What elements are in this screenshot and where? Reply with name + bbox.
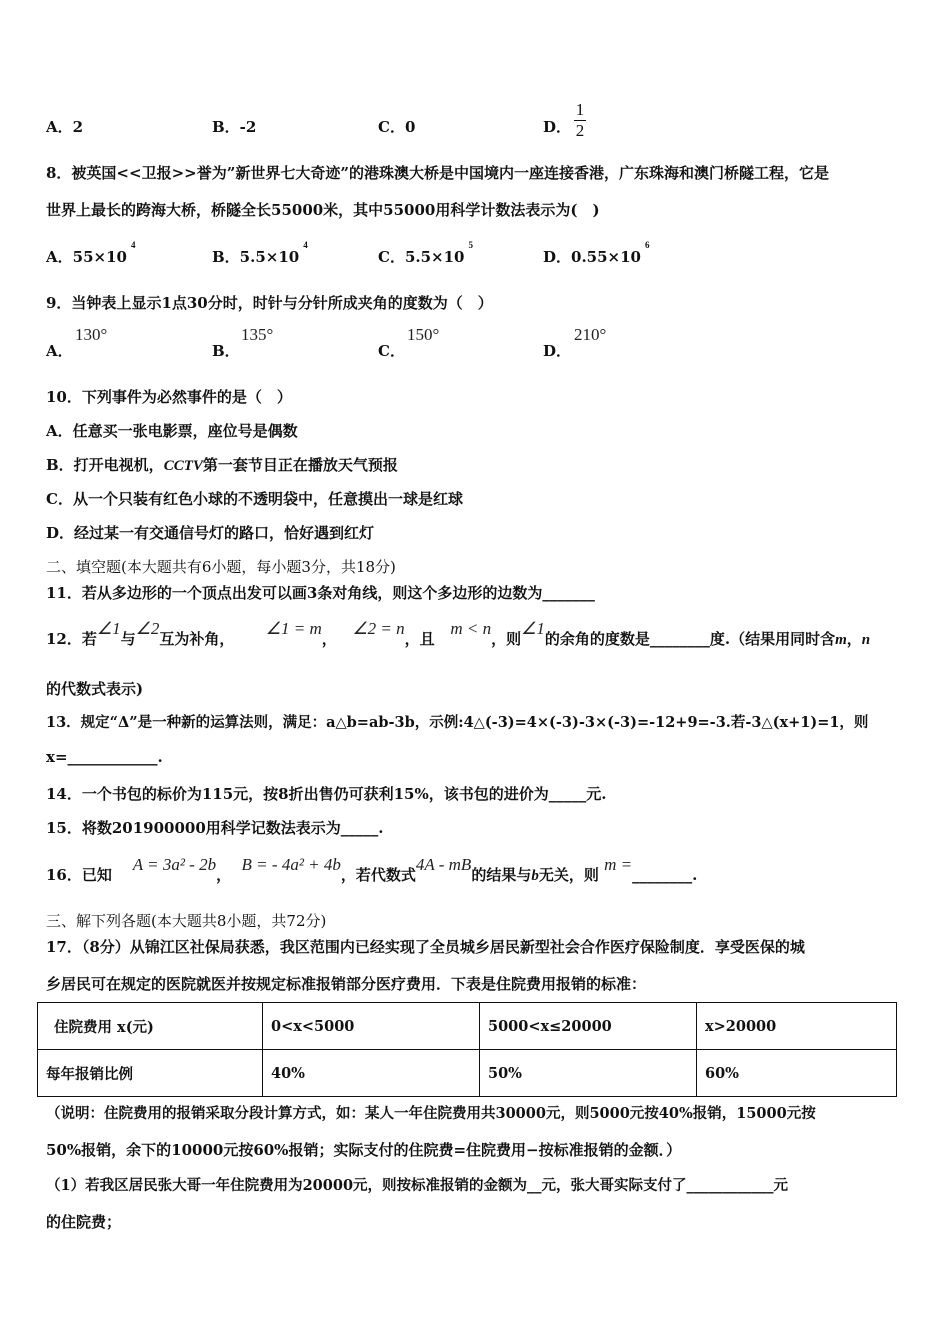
q9-option-c-letter: C． xyxy=(378,342,405,360)
table-cell: 40% xyxy=(263,1050,480,1097)
q7-fraction-denominator: 2 xyxy=(575,121,585,140)
q13-line1: 13．规定“Δ”是一种新的运算法则，满足：a△b=ab-3b，示例:4△(-3)=4×(-3)-3×(-3)=-12+9=-3.若-3△(x+1)=1，则 xyxy=(46,714,869,731)
q17-note-line1: （说明：住院费用的报销采取分段计算方式，如：某人一年住院费用共30000元，则5000元按40%报销，15000元按 xyxy=(46,1105,816,1122)
table-cell: 住院费用 x(元) xyxy=(38,1003,263,1050)
q11: 11．若从多边形的一个顶点出发可以画3条对角线，则这个多边形的边数为_______ xyxy=(46,584,595,602)
q10-option-d: D．经过某一有交通信号灯的路口，恰好遇到红灯 xyxy=(46,524,375,542)
reimbursement-table xyxy=(37,1002,897,1097)
table-row xyxy=(38,1003,897,1050)
q8-option-d: D．$0.55\times 10^6$ xyxy=(543,240,650,266)
q10-option-c: C．从一个只装有红色小球的不透明袋中，任意摸出一球是红球 xyxy=(46,490,463,508)
q9-option-b-value: 135° xyxy=(241,325,274,344)
q7-option-a: A．2 xyxy=(46,118,84,136)
q9-option-d-value: 210° xyxy=(574,325,607,344)
section-3-heading: 三、解下列各题(本大题共8小题，共72分) xyxy=(46,912,327,930)
q9-option-a-value: 130° xyxy=(75,325,108,344)
table-cell: 5000<x≤20000 xyxy=(480,1003,697,1050)
q7-option-d: D． xyxy=(543,118,572,136)
q7-option-b: B．-2 xyxy=(212,118,257,136)
q17-line1: 17．（8分）从锦江区社保局获悉，我区范围内已经实现了全员城乡居民新型社会合作医疗保险制度．享受医保的城 xyxy=(46,938,805,956)
section-2-heading: 二、填空题(本大题共有6小题，每小题3分，共18分) xyxy=(46,558,396,576)
q8-option-c-exponent: 5 xyxy=(468,240,473,250)
q12-line2: 的代数式表示) xyxy=(46,680,144,698)
table-row xyxy=(38,1050,897,1097)
q7-option-c: C．0 xyxy=(378,118,416,136)
q12-line1: 12．若∠1与∠2互为补角， ∠1 = m， ∠2 = n，且 m < n，则∠1的余角的度数是________度.（结果用同时含m，n xyxy=(46,619,871,648)
q10-option-a: A．任意买一张电影票，座位号是偶数 xyxy=(46,422,298,440)
q15: 15．将数201900000用科学记数法表示为_____. xyxy=(46,819,384,837)
q8-option-c: C．$5.5\times 10^5$ xyxy=(378,240,473,266)
table-cell: x>20000 xyxy=(697,1003,897,1050)
table-cell: 60% xyxy=(697,1050,897,1097)
q17-sub1-line1: （1）若我区居民张大哥一年住院费用为20000元，则按标准报销的金额为__元，张大哥实际支付了____________元 xyxy=(46,1177,789,1194)
q10-option-b: B．打开电视机，CCTV第一套节目正在播放天气预报 xyxy=(46,456,398,474)
q9-option-a-letter: A． xyxy=(46,342,73,360)
q14: 14．一个书包的标价为115元，按8折出售仍可获利15%，该书包的进价为_____元. xyxy=(46,785,607,803)
table-cell: 每年报销比例 xyxy=(38,1050,263,1097)
q8-option-a: A．$55\times 10^4$ xyxy=(46,240,136,266)
q8-option-d-exponent: 6 xyxy=(644,240,650,250)
q7-fraction-numerator: 1 xyxy=(575,100,585,119)
q9-stem: 9．当钟表上显示1点30分时，时针与分针所成夹角的度数为（ ） xyxy=(46,294,493,312)
table-cell: 50% xyxy=(480,1050,697,1097)
q17-line2: 乡居民可在规定的医院就医并按规定标准报销部分医疗费用．下表是住院费用报销的标准： xyxy=(46,975,647,993)
q16: 16．已知 A = 3a² - 2b， B = - 4a² + 4b，若代数式4A - mB的结果与b无关，则 m =________. xyxy=(46,855,698,884)
q8-stem-line1: 8．被英国<<卫报>>誉为”新世界七大奇迹”的港珠澳大桥是中国境内一座连接香港，广东珠海和澳门桥隧工程，它是 xyxy=(46,164,829,182)
q7-fraction xyxy=(574,101,586,140)
q10-stem: 10．下列事件为必然事件的是（ ） xyxy=(46,388,292,406)
q9-option-b-letter: B． xyxy=(212,342,240,360)
q8-option-b-exponent: 4 xyxy=(303,240,308,250)
q8-option-b: B．$5.5\times 10^4$ xyxy=(212,240,308,266)
q17-sub1-line2: 的住院费； xyxy=(46,1213,122,1231)
q8-option-a-exponent: 4 xyxy=(130,240,136,250)
q8-stem-line2: 世界上最长的跨海大桥，桥隧全长55000米，其中55000用科学计数法表示为( ) xyxy=(46,201,600,219)
q9-option-c-value: 150° xyxy=(407,325,440,344)
q9-option-d-letter: D． xyxy=(543,342,572,360)
table-cell: 0<x<5000 xyxy=(263,1003,480,1050)
q13-line2: x=____________. xyxy=(46,748,163,766)
q17-note-line2: 50%报销，余下的10000元按60%报销；实际支付的住院费=住院费用−按标准报销的金额．） xyxy=(46,1141,682,1159)
